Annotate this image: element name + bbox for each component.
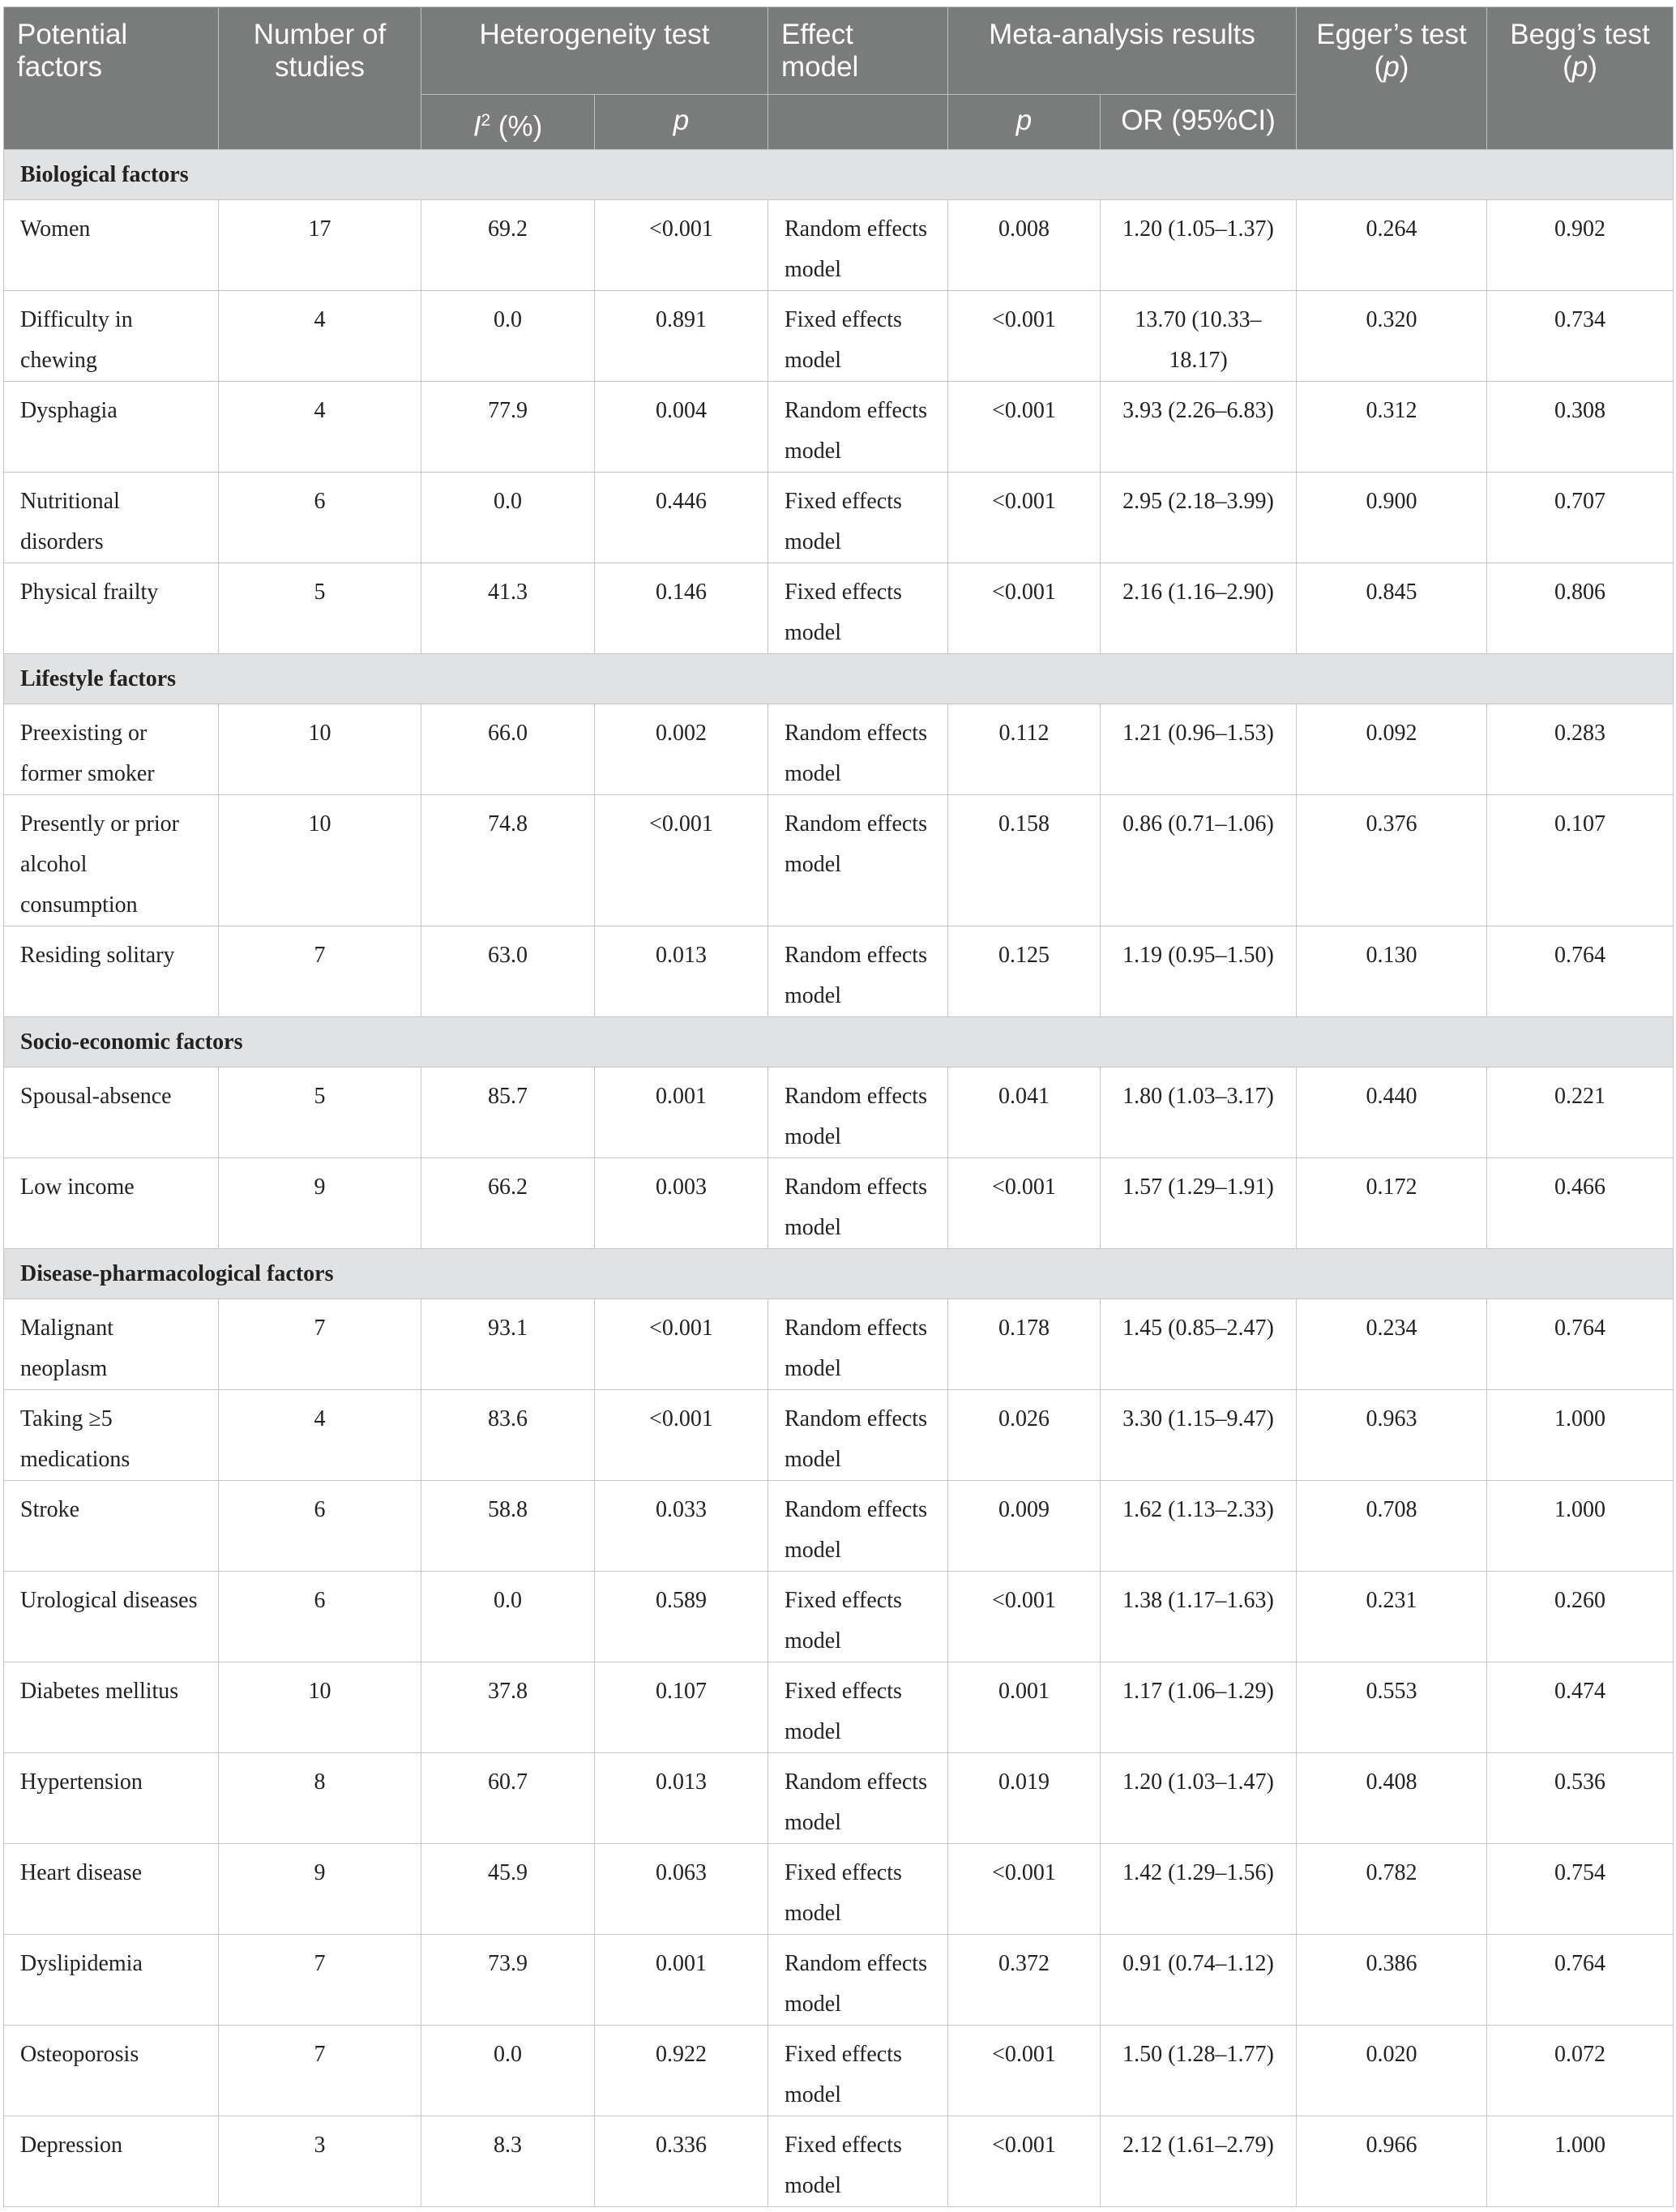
studies-cell: 4 xyxy=(219,382,421,473)
heterogeneity-p-cell: <0.001 xyxy=(595,1299,768,1390)
meta-p-cell: <0.001 xyxy=(948,291,1101,382)
section-title: Biological factors xyxy=(4,150,1674,200)
factor-cell: Presently or prior alcohol consumption xyxy=(4,795,219,926)
factor-cell: Stroke xyxy=(4,1481,219,1572)
section-title: Disease-pharmacological factors xyxy=(4,1249,1674,1299)
header-heterogeneity-p xyxy=(595,95,768,150)
eggers-p-italic: p xyxy=(1383,51,1400,83)
table-row xyxy=(4,291,1674,382)
beggs-label: Begg’s test ( xyxy=(1510,19,1650,83)
heterogeneity-p-cell: 0.063 xyxy=(595,1844,768,1935)
i2-cell: 83.6 xyxy=(421,1390,595,1481)
factor-cell: Heart disease xyxy=(4,1844,219,1935)
factor-cell: Residing solitary xyxy=(4,926,219,1017)
beggs-cell: 0.308 xyxy=(1487,382,1674,473)
factor-cell: Taking ≥5 medications xyxy=(4,1390,219,1481)
meta-p-cell: <0.001 xyxy=(948,1572,1101,1662)
or-ci-cell: 2.95 (2.18–3.99) xyxy=(1101,473,1297,563)
effect-model-cell: Fixed effects model xyxy=(768,2116,948,2207)
i2-cell: 0.0 xyxy=(421,1572,595,1662)
factor-cell: Women xyxy=(4,200,219,291)
i2-cell: 8.3 xyxy=(421,2116,595,2207)
studies-cell: 7 xyxy=(219,1935,421,2026)
meta-p-cell: 0.158 xyxy=(948,795,1101,926)
effect-model-cell: Fixed effects model xyxy=(768,1844,948,1935)
beggs-cell: 0.754 xyxy=(1487,1844,1674,1935)
studies-cell: 10 xyxy=(219,704,421,795)
header-i2 xyxy=(421,95,595,150)
beggs-cell: 0.536 xyxy=(1487,1753,1674,1844)
meta-p-cell: 0.008 xyxy=(948,200,1101,291)
meta-p-cell: 0.009 xyxy=(948,1481,1101,1572)
studies-cell: 6 xyxy=(219,473,421,563)
effect-model-cell: Random effects model xyxy=(768,1390,948,1481)
meta-p-cell: 0.041 xyxy=(948,1067,1101,1158)
meta-p-cell: <0.001 xyxy=(948,2026,1101,2116)
i2-cell: 58.8 xyxy=(421,1481,595,1572)
eggers-cell: 0.966 xyxy=(1297,2116,1487,2207)
i2-letter: I xyxy=(472,110,481,143)
studies-cell: 8 xyxy=(219,1753,421,1844)
effect-model-cell: Random effects model xyxy=(768,1935,948,2026)
eggers-cell: 0.440 xyxy=(1297,1067,1487,1158)
factor-cell: Urological diseases xyxy=(4,1572,219,1662)
meta-p-cell: 0.026 xyxy=(948,1390,1101,1481)
effect-model-cell: Random effects model xyxy=(768,704,948,795)
beggs-cell: 0.764 xyxy=(1487,1935,1674,2026)
or-ci-cell: 2.12 (1.61–2.79) xyxy=(1101,2116,1297,2207)
table-row xyxy=(4,1158,1674,1249)
table-row xyxy=(4,1481,1674,1572)
meta-p-italic: p xyxy=(1015,105,1033,136)
eggers-cell: 0.900 xyxy=(1297,473,1487,563)
meta-p-cell: 0.125 xyxy=(948,926,1101,1017)
i2-cell: 66.2 xyxy=(421,1158,595,1249)
beggs-cell: 0.072 xyxy=(1487,2026,1674,2116)
heterogeneity-p-cell: <0.001 xyxy=(595,200,768,291)
effect-model-cell: Random effects model xyxy=(768,1753,948,1844)
factor-cell: Spousal-absence xyxy=(4,1067,219,1158)
eggers-cell: 0.231 xyxy=(1297,1572,1487,1662)
header-effect-model-blank xyxy=(768,95,948,150)
effect-model-cell: Random effects model xyxy=(768,795,948,926)
studies-cell: 3 xyxy=(219,2116,421,2207)
header-meta-analysis-results: Meta-analysis results xyxy=(948,7,1297,95)
table-row xyxy=(4,2026,1674,2116)
effect-model-cell: Fixed effects model xyxy=(768,2026,948,2116)
i2-cell: 74.8 xyxy=(421,795,595,926)
factor-cell: Low income xyxy=(4,1158,219,1249)
factor-cell: Diabetes mellitus xyxy=(4,1662,219,1753)
heterogeneity-p-cell: 0.013 xyxy=(595,926,768,1017)
het-p-italic: p xyxy=(673,105,690,136)
i2-cell: 0.0 xyxy=(421,473,595,563)
header-potential-factors: Potential factors xyxy=(4,7,219,150)
i2-cell: 66.0 xyxy=(421,704,595,795)
i2-cell: 41.3 xyxy=(421,563,595,654)
header-effect-model: Effect model xyxy=(768,7,948,95)
eggers-cell: 0.020 xyxy=(1297,2026,1487,2116)
beggs-cell: 0.707 xyxy=(1487,473,1674,563)
heterogeneity-p-cell: 0.002 xyxy=(595,704,768,795)
table-row xyxy=(4,1067,1674,1158)
effect-model-cell: Fixed effects model xyxy=(768,291,948,382)
eggers-cell: 0.264 xyxy=(1297,200,1487,291)
eggers-cell: 0.312 xyxy=(1297,382,1487,473)
effect-model-cell: Fixed effects model xyxy=(768,473,948,563)
effect-model-cell: Random effects model xyxy=(768,200,948,291)
or-ci-cell: 0.91 (0.74–1.12) xyxy=(1101,1935,1297,2026)
i2-cell: 0.0 xyxy=(421,291,595,382)
i2-cell: 73.9 xyxy=(421,1935,595,2026)
studies-cell: 6 xyxy=(219,1572,421,1662)
beggs-cell: 0.283 xyxy=(1487,704,1674,795)
table-row xyxy=(4,563,1674,654)
effect-model-cell: Random effects model xyxy=(768,1481,948,1572)
factor-cell: Physical frailty xyxy=(4,563,219,654)
studies-cell: 4 xyxy=(219,1390,421,1481)
or-ci-cell: 1.57 (1.29–1.91) xyxy=(1101,1158,1297,1249)
heterogeneity-p-cell: 0.001 xyxy=(595,1935,768,2026)
heterogeneity-p-cell: <0.001 xyxy=(595,795,768,926)
studies-cell: 10 xyxy=(219,795,421,926)
table-row xyxy=(4,1844,1674,1935)
meta-p-cell: 0.372 xyxy=(948,1935,1101,2026)
or-ci-cell: 3.30 (1.15–9.47) xyxy=(1101,1390,1297,1481)
i2-cell: 93.1 xyxy=(421,1299,595,1390)
beggs-cell: 0.474 xyxy=(1487,1662,1674,1753)
table-row xyxy=(4,1935,1674,2026)
beggs-cell: 1.000 xyxy=(1487,1390,1674,1481)
meta-p-cell: <0.001 xyxy=(948,473,1101,563)
beggs-cell: 0.902 xyxy=(1487,200,1674,291)
header-heterogeneity-test: Heterogeneity test xyxy=(421,7,768,95)
heterogeneity-p-cell: 0.107 xyxy=(595,1662,768,1753)
section-row xyxy=(4,150,1674,200)
section-row xyxy=(4,654,1674,704)
meta-p-cell: <0.001 xyxy=(948,2116,1101,2207)
or-ci-cell: 3.93 (2.26–6.83) xyxy=(1101,382,1297,473)
studies-cell: 4 xyxy=(219,291,421,382)
effect-model-cell: Fixed effects model xyxy=(768,563,948,654)
or-ci-cell: 2.16 (1.16–2.90) xyxy=(1101,563,1297,654)
heterogeneity-p-cell: 0.589 xyxy=(595,1572,768,1662)
heterogeneity-p-cell: <0.001 xyxy=(595,1390,768,1481)
i2-cell: 60.7 xyxy=(421,1753,595,1844)
eggers-cell: 0.092 xyxy=(1297,704,1487,795)
table-row xyxy=(4,200,1674,291)
effect-model-cell: Random effects model xyxy=(768,382,948,473)
effect-model-cell: Random effects model xyxy=(768,1158,948,1249)
eggers-cell: 0.320 xyxy=(1297,291,1487,382)
header-or-ci: OR (95%CI) xyxy=(1101,95,1297,150)
beggs-cell: 0.221 xyxy=(1487,1067,1674,1158)
or-ci-cell: 1.45 (0.85–2.47) xyxy=(1101,1299,1297,1390)
heterogeneity-p-cell: 0.891 xyxy=(595,291,768,382)
i2-cell: 85.7 xyxy=(421,1067,595,1158)
or-ci-cell: 1.42 (1.29–1.56) xyxy=(1101,1844,1297,1935)
table-header xyxy=(4,7,1674,150)
factor-cell: Depression xyxy=(4,2116,219,2207)
eggers-cell: 0.376 xyxy=(1297,795,1487,926)
i2-unit: (%) xyxy=(490,110,543,143)
meta-p-cell: <0.001 xyxy=(948,1158,1101,1249)
or-ci-cell: 1.20 (1.03–1.47) xyxy=(1101,1753,1297,1844)
factor-cell: Dysphagia xyxy=(4,382,219,473)
table-row xyxy=(4,1662,1674,1753)
beggs-cell: 0.764 xyxy=(1487,1299,1674,1390)
or-ci-cell: 13.70 (10.33–18.17) xyxy=(1101,291,1297,382)
table-body xyxy=(4,150,1674,2207)
studies-cell: 9 xyxy=(219,1844,421,1935)
eggers-cell: 0.845 xyxy=(1297,563,1487,654)
factor-cell: Osteoporosis xyxy=(4,2026,219,2116)
studies-cell: 7 xyxy=(219,2026,421,2116)
beggs-cell: 0.806 xyxy=(1487,563,1674,654)
beggs-cell: 0.260 xyxy=(1487,1572,1674,1662)
table-row xyxy=(4,795,1674,926)
eggers-cell: 0.708 xyxy=(1297,1481,1487,1572)
header-beggs-test xyxy=(1487,7,1674,150)
i2-cell: 0.0 xyxy=(421,2026,595,2116)
studies-cell: 6 xyxy=(219,1481,421,1572)
meta-p-cell: <0.001 xyxy=(948,382,1101,473)
effect-model-cell: Fixed effects model xyxy=(768,1572,948,1662)
beggs-cell: 1.000 xyxy=(1487,2116,1674,2207)
eggers-cell: 0.408 xyxy=(1297,1753,1487,1844)
or-ci-cell: 1.20 (1.05–1.37) xyxy=(1101,200,1297,291)
factor-cell: Preexisting or former smoker xyxy=(4,704,219,795)
meta-p-cell: <0.001 xyxy=(948,563,1101,654)
table-row xyxy=(4,1390,1674,1481)
beggs-cell: 0.734 xyxy=(1487,291,1674,382)
table-row xyxy=(4,926,1674,1017)
studies-cell: 7 xyxy=(219,1299,421,1390)
i2-cell: 77.9 xyxy=(421,382,595,473)
heterogeneity-p-cell: 0.336 xyxy=(595,2116,768,2207)
eggers-close: ) xyxy=(1399,51,1409,83)
beggs-cell: 0.466 xyxy=(1487,1158,1674,1249)
factor-cell: Dyslipidemia xyxy=(4,1935,219,2026)
heterogeneity-p-cell: 0.146 xyxy=(595,563,768,654)
meta-p-cell: 0.112 xyxy=(948,704,1101,795)
eggers-cell: 0.782 xyxy=(1297,1844,1487,1935)
heterogeneity-p-cell: 0.001 xyxy=(595,1067,768,1158)
or-ci-cell: 0.86 (0.71–1.06) xyxy=(1101,795,1297,926)
eggers-cell: 0.234 xyxy=(1297,1299,1487,1390)
eggers-label: Egger’s test ( xyxy=(1316,19,1467,83)
table-row xyxy=(4,382,1674,473)
table-row xyxy=(4,473,1674,563)
heterogeneity-p-cell: 0.013 xyxy=(595,1753,768,1844)
beggs-p-italic: p xyxy=(1571,51,1588,83)
i2-cell: 63.0 xyxy=(421,926,595,1017)
heterogeneity-p-cell: 0.446 xyxy=(595,473,768,563)
table-row xyxy=(4,1299,1674,1390)
eggers-cell: 0.130 xyxy=(1297,926,1487,1017)
header-eggers-test xyxy=(1297,7,1487,150)
table-row xyxy=(4,2116,1674,2207)
factor-cell: Nutritional disorders xyxy=(4,473,219,563)
studies-cell: 7 xyxy=(219,926,421,1017)
meta-p-cell: 0.178 xyxy=(948,1299,1101,1390)
heterogeneity-p-cell: 0.004 xyxy=(595,382,768,473)
studies-cell: 5 xyxy=(219,563,421,654)
effect-model-cell: Random effects model xyxy=(768,926,948,1017)
beggs-cell: 0.107 xyxy=(1487,795,1674,926)
studies-cell: 17 xyxy=(219,200,421,291)
i2-superscript: 2 xyxy=(481,111,491,130)
factor-cell: Hypertension xyxy=(4,1753,219,1844)
or-ci-cell: 1.38 (1.17–1.63) xyxy=(1101,1572,1297,1662)
header-meta-p xyxy=(948,95,1101,150)
eggers-cell: 0.963 xyxy=(1297,1390,1487,1481)
eggers-cell: 0.172 xyxy=(1297,1158,1487,1249)
beggs-cell: 0.764 xyxy=(1487,926,1674,1017)
meta-p-cell: <0.001 xyxy=(948,1844,1101,1935)
header-number-of-studies: Number of studies xyxy=(219,7,421,150)
studies-cell: 10 xyxy=(219,1662,421,1753)
meta-p-cell: 0.001 xyxy=(948,1662,1101,1753)
or-ci-cell: 1.19 (0.95–1.50) xyxy=(1101,926,1297,1017)
section-title: Socio-economic factors xyxy=(4,1017,1674,1067)
heterogeneity-p-cell: 0.033 xyxy=(595,1481,768,1572)
or-ci-cell: 1.17 (1.06–1.29) xyxy=(1101,1662,1297,1753)
eggers-cell: 0.386 xyxy=(1297,1935,1487,2026)
section-row xyxy=(4,1249,1674,1299)
factor-cell: Malignant neoplasm xyxy=(4,1299,219,1390)
section-title: Lifestyle factors xyxy=(4,654,1674,704)
or-ci-cell: 1.62 (1.13–2.33) xyxy=(1101,1481,1297,1572)
heterogeneity-p-cell: 0.003 xyxy=(595,1158,768,1249)
heterogeneity-p-cell: 0.922 xyxy=(595,2026,768,2116)
or-ci-cell: 1.80 (1.03–3.17) xyxy=(1101,1067,1297,1158)
beggs-close: ) xyxy=(1588,51,1597,83)
meta-p-cell: 0.019 xyxy=(948,1753,1101,1844)
i2-cell: 69.2 xyxy=(421,200,595,291)
effect-model-cell: Random effects model xyxy=(768,1067,948,1158)
eggers-cell: 0.553 xyxy=(1297,1662,1487,1753)
table-row xyxy=(4,1572,1674,1662)
factor-cell: Difficulty in chewing xyxy=(4,291,219,382)
effect-model-cell: Random effects model xyxy=(768,1299,948,1390)
or-ci-cell: 1.50 (1.28–1.77) xyxy=(1101,2026,1297,2116)
meta-analysis-table xyxy=(3,6,1674,2207)
studies-cell: 5 xyxy=(219,1067,421,1158)
studies-cell: 9 xyxy=(219,1158,421,1249)
table-row xyxy=(4,704,1674,795)
i2-cell: 37.8 xyxy=(421,1662,595,1753)
effect-model-cell: Fixed effects model xyxy=(768,1662,948,1753)
or-ci-cell: 1.21 (0.96–1.53) xyxy=(1101,704,1297,795)
section-row xyxy=(4,1017,1674,1067)
i2-cell: 45.9 xyxy=(421,1844,595,1935)
beggs-cell: 1.000 xyxy=(1487,1481,1674,1572)
table-row xyxy=(4,1753,1674,1844)
